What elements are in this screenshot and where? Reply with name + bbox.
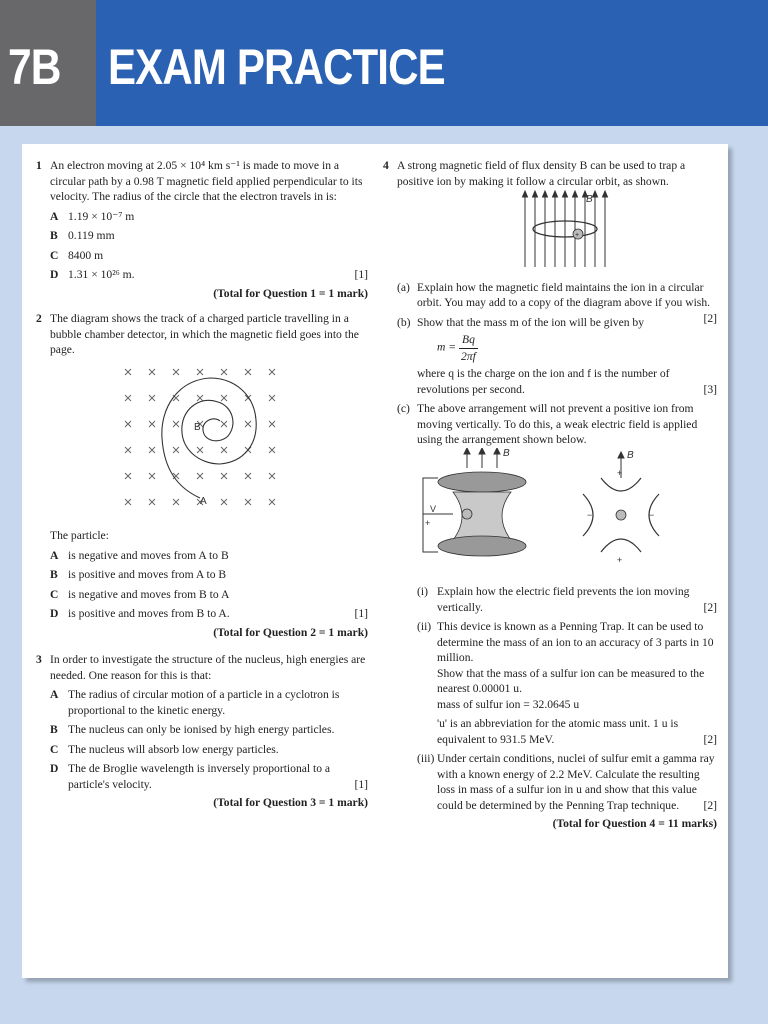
cap-bottom-section (601, 539, 641, 552)
field-cross (173, 499, 179, 505)
question-text: The diagram shows the track of a charged particle travelling in a bubble chamber detector, in which the magnetic field goes into the page. (50, 312, 359, 356)
cap-bottom-plus: + (617, 554, 623, 565)
field-lines (523, 191, 608, 267)
bottom-electrode (438, 536, 526, 556)
top-electrode (438, 472, 526, 492)
option-b: B 0.119 mm (50, 229, 115, 242)
mark: [3] (703, 382, 717, 396)
cap-top-section (601, 478, 641, 491)
ring-right-minus: − (649, 509, 655, 520)
field-cross (173, 421, 179, 427)
part-c-iii: (iii) Under certain conditions, nuclei of sulfur emit a gamma ray with a known energy of 2.2 MeV. Calculate the resulting loss in mass of a sulfur ion in u and show that this value could be determined by the Penning Trap technique. [2] (417, 752, 717, 812)
point-b-label: B (194, 421, 201, 433)
mark: [2] (703, 732, 717, 746)
field-cross (125, 447, 131, 453)
question-1 (36, 158, 368, 301)
field-arrowhead (573, 191, 578, 197)
option-d: D is positive and moves from B to A. [1] (50, 607, 368, 620)
page-header (0, 0, 768, 126)
field-arrows-left (464, 448, 500, 468)
question-number: 1 (36, 159, 42, 172)
cap-top-plus: + (617, 467, 623, 478)
option-a: A 1.19 × 10⁻⁷ m (50, 209, 135, 223)
field-cross (221, 473, 227, 479)
field-cross (125, 369, 131, 375)
field-cross (221, 421, 227, 427)
field-cross (197, 369, 203, 375)
option-c: C is negative and moves from B to A (50, 587, 230, 601)
field-cross (269, 395, 275, 401)
field-cross (269, 421, 275, 427)
mark: [2] (703, 798, 717, 812)
field-cross (221, 369, 227, 375)
field-cross (245, 421, 251, 427)
field-label: B (586, 194, 593, 205)
field-cross (245, 473, 251, 479)
field-cross (149, 447, 155, 453)
field-cross (149, 421, 155, 427)
option-d: D The de Broglie wavelength is inversely proportional to a particle's velocity. [1] (50, 762, 368, 791)
field-label-right: B (627, 449, 634, 461)
field-arrowhead (543, 191, 548, 197)
positive-ion-icon (462, 509, 472, 519)
option-c: C 8400 m (50, 248, 104, 262)
field-cross (149, 473, 155, 479)
option-c: C The nucleus will absorb low energy particles. (50, 742, 279, 756)
penning-trap-diagram (397, 448, 717, 576)
ring-electrode (453, 492, 511, 540)
field-cross (125, 421, 131, 427)
bubble-chamber-diagram (50, 358, 368, 518)
option-a: A is negative and moves from A to B (50, 548, 229, 562)
field-cross (125, 499, 131, 505)
question-text: An electron moving at 2.05 × 10⁴ km s⁻¹ is made to move in a circular path by a 0.98 T magnetic field applied perpendicular to its velocity. The radius of the circle that the electron travels in is: (50, 159, 363, 203)
question-total: (Total for Question 3 = 1 mark) (213, 796, 368, 809)
chapter-code: 7B (8, 39, 61, 95)
question-total: (Total for Question 2 = 1 mark) (213, 625, 368, 639)
point-a-label: A (200, 495, 207, 507)
left-column (36, 158, 368, 811)
mark: [1] (354, 607, 368, 620)
field-label-left: B (503, 447, 510, 459)
field-cross (245, 499, 251, 505)
question-3 (36, 652, 368, 811)
mark: [2] (703, 600, 717, 614)
page-title: EXAM PRACTICE (108, 39, 445, 95)
question-stem: The particle: (50, 529, 109, 542)
question-total: (Total for Question 1 = 1 mark) (213, 286, 368, 300)
field-cross (149, 395, 155, 401)
option-b: B The nucleus can only be ionised by high energy particles. (50, 723, 335, 736)
field-arrowhead (593, 191, 598, 197)
question-4 (383, 158, 717, 832)
positive-ion-icon (616, 510, 626, 520)
field-cross (221, 499, 227, 505)
option-b: B is positive and moves from A to B (50, 568, 227, 581)
question-total: (Total for Question 4 = 11 marks) (552, 817, 717, 830)
field-cross (125, 473, 131, 479)
field-cross (245, 369, 251, 375)
field-arrowhead (553, 191, 558, 197)
question-number: 4 (383, 159, 389, 172)
ion-plus-label: + (575, 232, 580, 239)
field-cross (269, 499, 275, 505)
question-text: A strong magnetic field of flux density B can be used to trap a positive ion by making it follow a circular orbit, as shown. (397, 159, 686, 188)
mark: [2] (703, 311, 717, 325)
question-number: 3 (36, 653, 42, 666)
part-b: (b) Show that the mass m of the ion will be given by m = $\frac{Bq}{2\pi f}$ where q is the charge on the ion and f is the number of revolutions per second. [3] (397, 315, 717, 396)
field-arrowhead (523, 191, 528, 197)
option-d: D 1.31 × 10²⁶ m. [1] (50, 268, 368, 281)
field-cross (221, 395, 227, 401)
exam-sheet (22, 144, 728, 978)
field-cross (197, 473, 203, 479)
field-cross (173, 369, 179, 375)
magnetic-trap-diagram (397, 189, 717, 269)
field-arrowhead (563, 191, 568, 197)
field-cross (269, 369, 275, 375)
question-2 (36, 311, 368, 640)
right-column (383, 158, 717, 832)
question-text: In order to investigate the structure of the nucleus, high energies are needed. One reason for this is that: (50, 653, 366, 682)
field-into-page-crosses (125, 369, 275, 505)
field-cross (269, 473, 275, 479)
part-a: (a) Explain how the magnetic field maintains the ion in a circular orbit. You may add to a copy of the diagram above if you wish. [2] (397, 280, 717, 325)
option-a: A The radius of circular motion of a particle in a cyclotron is proportional to the kinetic energy. (50, 688, 340, 717)
header-code-block (0, 0, 96, 126)
mark: [1] (354, 777, 368, 791)
field-cross (125, 395, 131, 401)
field-cross (197, 395, 203, 401)
question-number: 2 (36, 312, 42, 325)
part-c-ii: (ii) This device is known as a Penning Trap. It can be used to determine the mass of an ion to an accuracy of 3 parts in 10 million. Show that the mass of a sulfur ion can be measured to the nearest 0.00001 u. mass of sulfur ion = 32.0645 u 'u' is an abbreviation for the atomic mass unit. 1 u is equivalent to 931.5 MeV. [2] (417, 620, 717, 746)
field-arrowhead (603, 191, 608, 197)
field-cross (269, 447, 275, 453)
mass-formula: m = $\frac{Bq}{2\pi f}$ (437, 333, 476, 363)
part-c: (c) The above arrangement will not prevent a positive ion from moving vertically. To do this, a weak electric field is applied using the arrangement shown below. (397, 402, 698, 446)
voltage-plus: + (425, 517, 431, 528)
part-c-i: (i) Explain how the electric field prevents the ion moving vertically. [2] (417, 585, 717, 614)
particle-track (162, 378, 256, 498)
ring-left-minus: − (587, 509, 593, 520)
field-arrowhead (533, 191, 538, 197)
field-cross (149, 499, 155, 505)
field-cross (197, 447, 203, 453)
field-cross (221, 447, 227, 453)
field-cross (173, 447, 179, 453)
voltage-label: V (430, 503, 437, 514)
field-cross (149, 369, 155, 375)
mark: [1] (354, 268, 368, 281)
